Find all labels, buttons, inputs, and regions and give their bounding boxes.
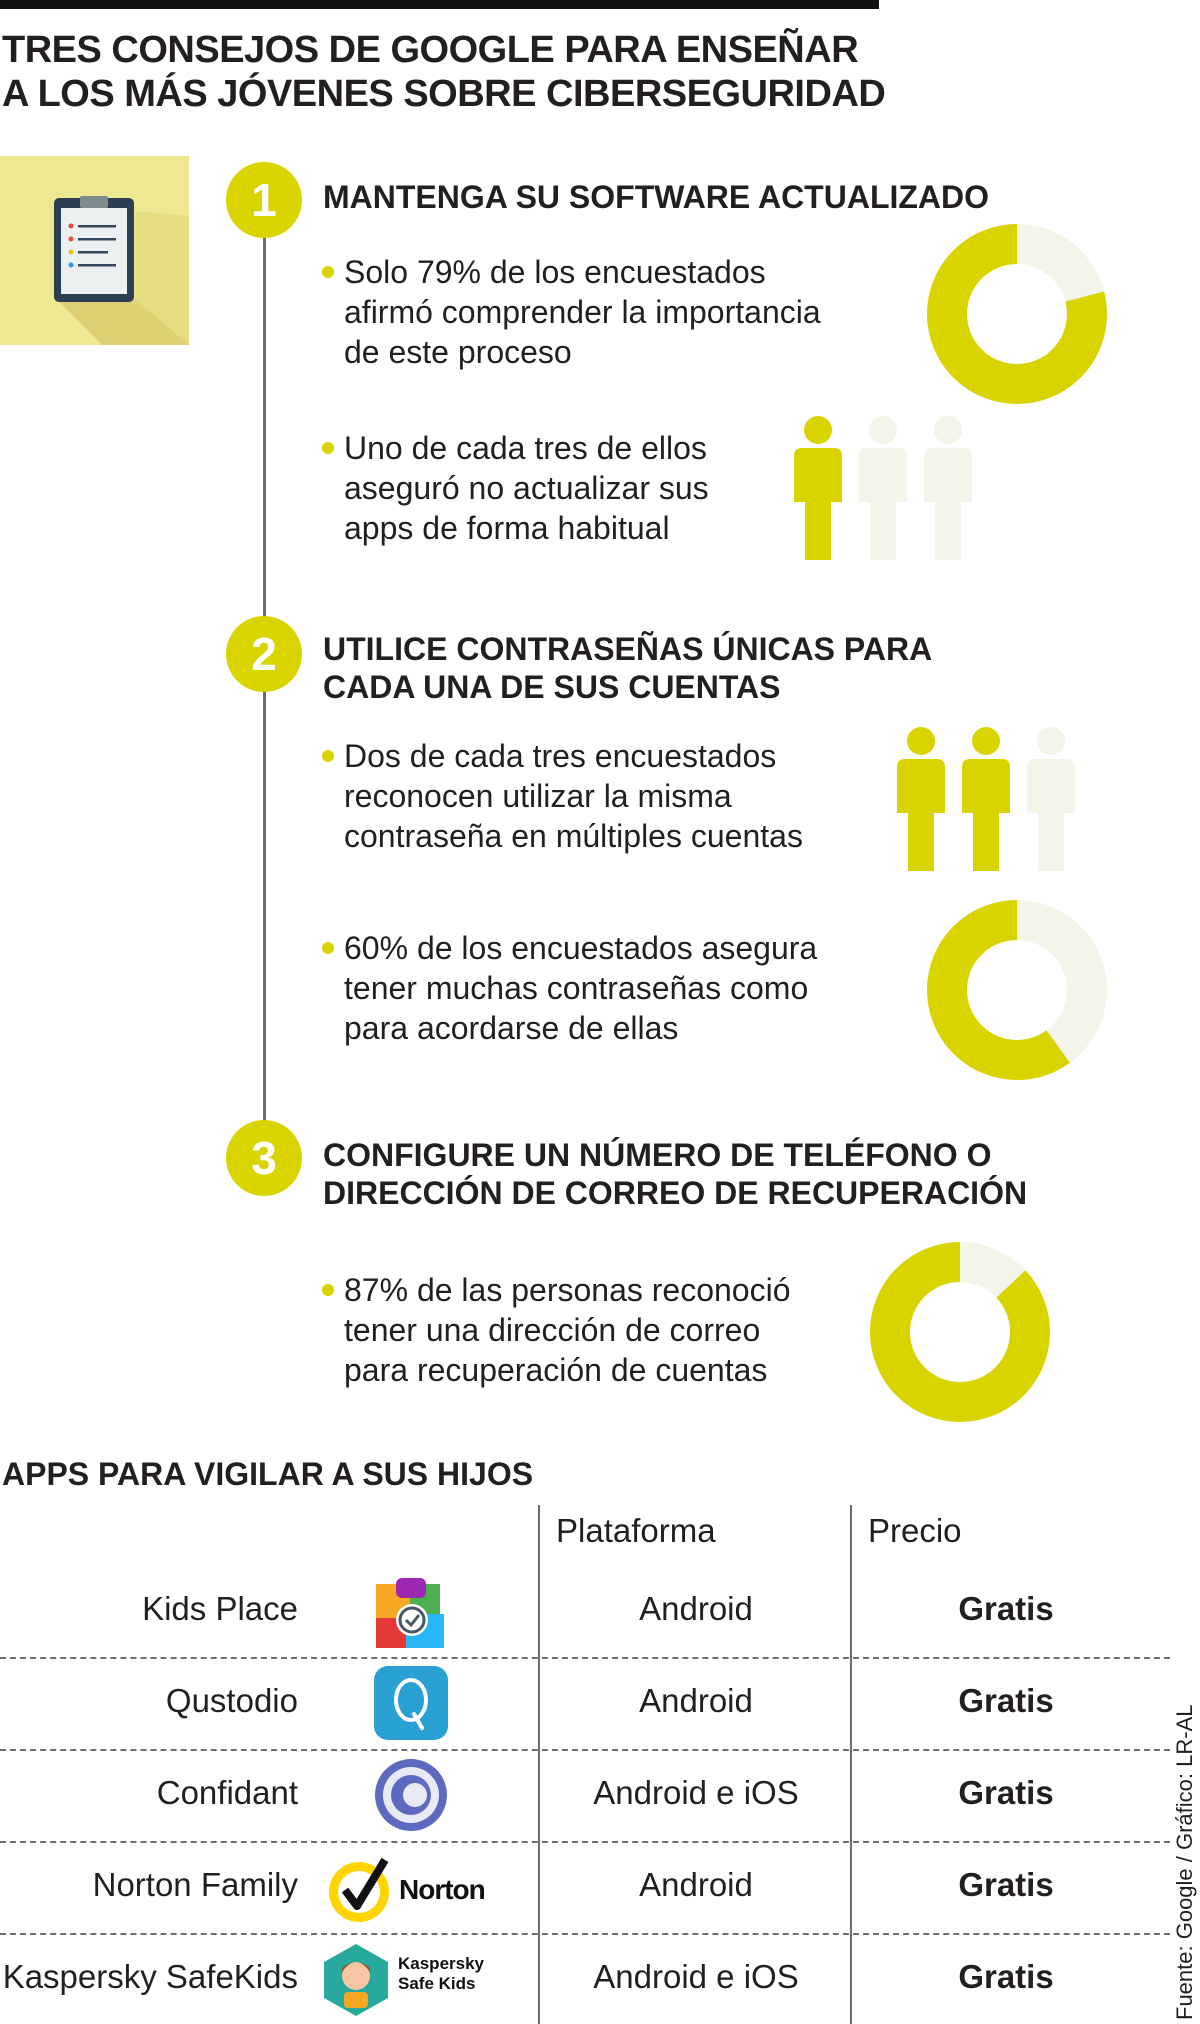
column-header-price: Precio xyxy=(868,1512,962,1549)
bullet-dot xyxy=(322,1284,334,1296)
person-icon xyxy=(897,727,945,871)
kaspersky-logo xyxy=(322,1942,522,2020)
bullet-dot xyxy=(322,442,334,454)
people-icon-group-1 xyxy=(790,414,980,564)
kids-place-logo-icon xyxy=(372,1574,450,1652)
confidant-logo-icon xyxy=(372,1756,450,1834)
clipboard-icon-box xyxy=(0,156,189,345)
person-icon xyxy=(794,416,842,560)
person-icon xyxy=(859,416,907,560)
bullet-dot xyxy=(322,266,334,278)
page-title: TRES CONSEJOS DE GOOGLE PARA ENSEÑAR A LOS MÁS JÓVENES SOBRE CIBERSEGURIDAD xyxy=(2,29,886,115)
app-price: Gratis xyxy=(958,1590,1054,1627)
step-number-2: 2 xyxy=(226,616,302,692)
app-platform: Android e iOS xyxy=(593,1774,799,1811)
app-price: Gratis xyxy=(958,1866,1054,1903)
step-2-fact-2: 60% de los encuestados asegura tener muchas contraseñas como para acordarse de ellas xyxy=(322,928,944,1048)
donut-chart-87 xyxy=(870,1242,1050,1422)
step-1-fact-2: Uno de cada tres de ellos aseguró no actualizar sus apps de forma habitual xyxy=(322,428,794,548)
row-separator xyxy=(0,1841,1170,1843)
row-separator xyxy=(0,1933,1170,1935)
step-3-fact-1: 87% de las personas reconoció tener una dirección de correo para recuperación de cuentas xyxy=(322,1270,904,1390)
clipboard-icon xyxy=(0,156,189,345)
step-heading-2: UTILICE CONTRASEÑAS ÚNICAS PARA CADA UNA DE SUS CUENTAS xyxy=(323,631,933,705)
person-icon xyxy=(924,416,972,560)
people-icon-group-2 xyxy=(893,725,1083,875)
norton-check-icon xyxy=(325,1850,395,1928)
apps-section-title: APPS PARA VIGILAR A SUS HIJOS xyxy=(2,1456,534,1492)
app-platform: Android xyxy=(639,1590,753,1627)
bullet-dot xyxy=(322,942,334,954)
step-number-3: 3 xyxy=(226,1120,302,1196)
person-icon xyxy=(1027,727,1075,871)
qustodio-logo-icon xyxy=(372,1664,450,1742)
norton-logo-text: Norton xyxy=(399,1874,485,1905)
bullet-dot xyxy=(322,750,334,762)
step-number-1: 1 xyxy=(226,162,302,238)
kaspersky-kid-icon xyxy=(322,1942,390,2018)
table-divider-1 xyxy=(538,1505,540,2024)
row-separator xyxy=(0,1657,1170,1659)
app-name: Kaspersky SafeKids xyxy=(2,1958,298,1995)
app-platform: Android xyxy=(639,1866,753,1903)
step-2-fact-1: Dos de cada tres encuestados reconocen utilizar la misma contraseña en múltiples cuentas xyxy=(322,736,944,856)
app-name: Qustodio xyxy=(165,1682,298,1719)
kaspersky-logo-text: Kaspersky Safe Kids xyxy=(398,1954,485,1993)
app-name: Confidant xyxy=(156,1774,298,1811)
app-name: Kids Place xyxy=(142,1590,298,1627)
step-1-fact-1: Solo 79% de los encuestados afirmó comprender la importancia de este proceso xyxy=(322,252,944,372)
app-price: Gratis xyxy=(958,1682,1054,1719)
source-credit: Fuente: Google / Gráfico: LR-AL xyxy=(1172,1704,1197,2020)
app-price: Gratis xyxy=(958,1774,1054,1811)
person-icon xyxy=(962,727,1010,871)
step-heading-3: CONFIGURE UN NÚMERO DE TELÉFONO O DIRECCIÓN DE CORREO DE RECUPERACIÓN xyxy=(323,1137,1028,1211)
app-platform: Android xyxy=(639,1682,753,1719)
top-rule xyxy=(0,0,879,9)
norton-logo xyxy=(325,1850,505,1928)
app-name: Norton Family xyxy=(92,1866,298,1903)
row-separator xyxy=(0,1749,1170,1751)
table-divider-2 xyxy=(850,1505,852,2024)
app-platform: Android e iOS xyxy=(593,1958,799,1995)
donut-chart-79 xyxy=(927,224,1107,404)
app-price: Gratis xyxy=(958,1958,1054,1995)
donut-chart-60 xyxy=(927,900,1107,1080)
step-heading-1: MANTENGA SU SOFTWARE ACTUALIZADO xyxy=(323,179,990,215)
column-header-platform: Plataforma xyxy=(556,1512,716,1549)
